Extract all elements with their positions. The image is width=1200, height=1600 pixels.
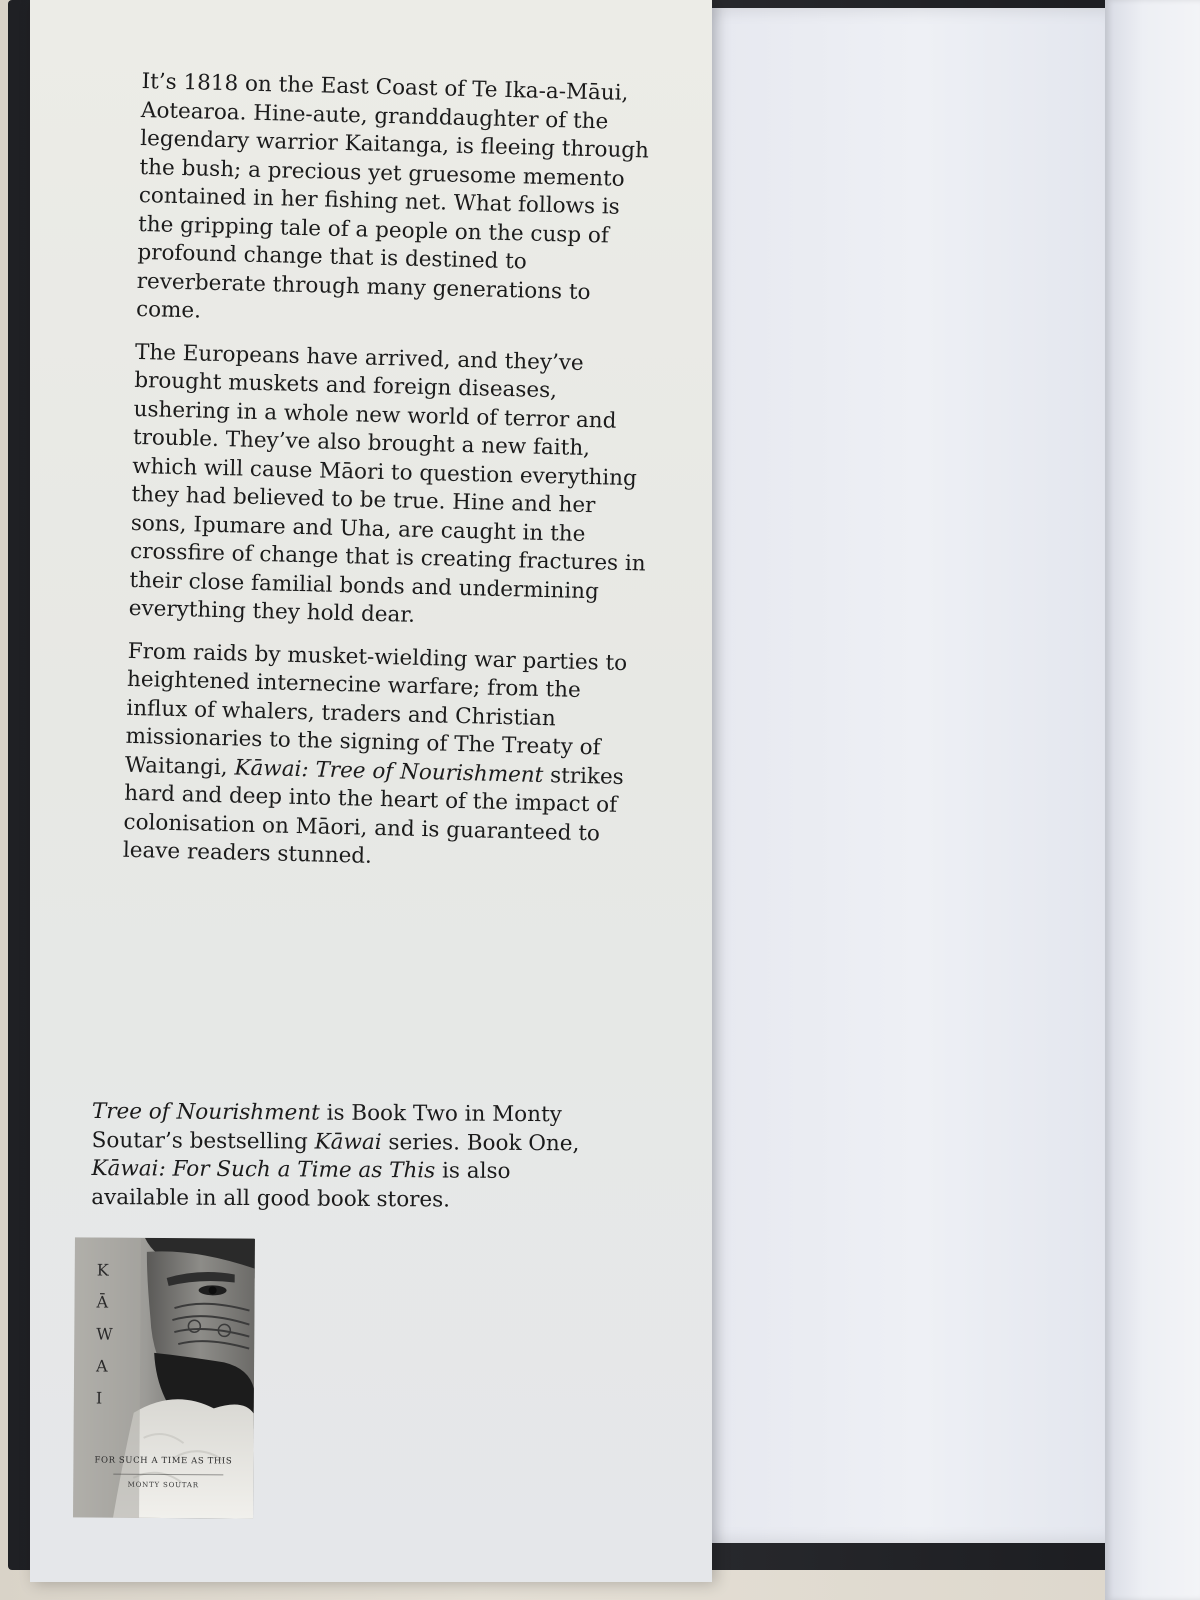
series-book-title: Tree of Nourishment: [91, 1099, 320, 1126]
blurb: [122, 68, 662, 892]
book-one-cover-thumbnail: [73, 1237, 255, 1518]
dust-jacket-flap: [30, 0, 712, 1582]
cover-letter: A: [96, 1356, 108, 1376]
series-note: [91, 1098, 612, 1216]
series-note-text: [91, 1098, 612, 1216]
cover-letter: W: [96, 1324, 113, 1344]
book-title-italic: Kāwai: Tree of Nourishment: [234, 754, 544, 788]
book-one-title: Kāwai: For Such a Time as This: [91, 1155, 436, 1184]
cover-letter: I: [95, 1388, 103, 1408]
cover-author: MONTY SOUTAR: [127, 1480, 199, 1490]
series-text-2: series. Book One,: [381, 1129, 580, 1156]
cover-subtitle: FOR SUCH A TIME AS THIS: [94, 1455, 233, 1467]
blurb-p3-end: strikes hard and deep into the heart of the impact of colonisation on Māori, and is guaranteed to leave readers stunned.: [122, 762, 625, 869]
cover-title-letters: [96, 1260, 113, 1410]
series-text-3: is also available in all good book stores.: [91, 1158, 511, 1213]
blurb-paragraph-1: It’s 1818 on the East Coast of Te Ika-a-Māui, Aotearoa. Hine-aute, granddaughter of the legendary warrior Kaitanga, is fleeing through the bush; a precious yet gruesome memento contained in her fishing net. What follows is the gripping tale of a people on the cusp of profound change that is destined to reverberate through many generations to come.: [135, 68, 650, 324]
series-text-1: is Book Two in Monty Soutar’s bestselling: [91, 1100, 562, 1155]
blurb-paragraph-2: The Europeans have arrived, and they’ve brought muskets and foreign diseases, ushering in a whole new world of terror and trouble. They’ve also brought a new faith, which will cause Māori to question everything they had believed to be true. Hine and her sons, Ipumare and Uha, are caught in the crossfire of change that is creating fractures in their close familial bonds and undermining everything they hold dear.: [128, 339, 646, 628]
blurb-paragraph-3: [123, 637, 648, 878]
blurb-p3-start: From raids by musket-wielding war parties to heightened internecine warfare; from the influx of whalers, traders and Christian missionaries to the signing of The Treaty of Waitangi,: [124, 638, 628, 780]
series-name: Kāwai: [314, 1129, 382, 1155]
cover-letter: K: [96, 1260, 109, 1280]
cover-letter: Ā: [96, 1292, 109, 1312]
page-block-edge: [1105, 0, 1200, 1600]
right-page: [690, 8, 1110, 1543]
